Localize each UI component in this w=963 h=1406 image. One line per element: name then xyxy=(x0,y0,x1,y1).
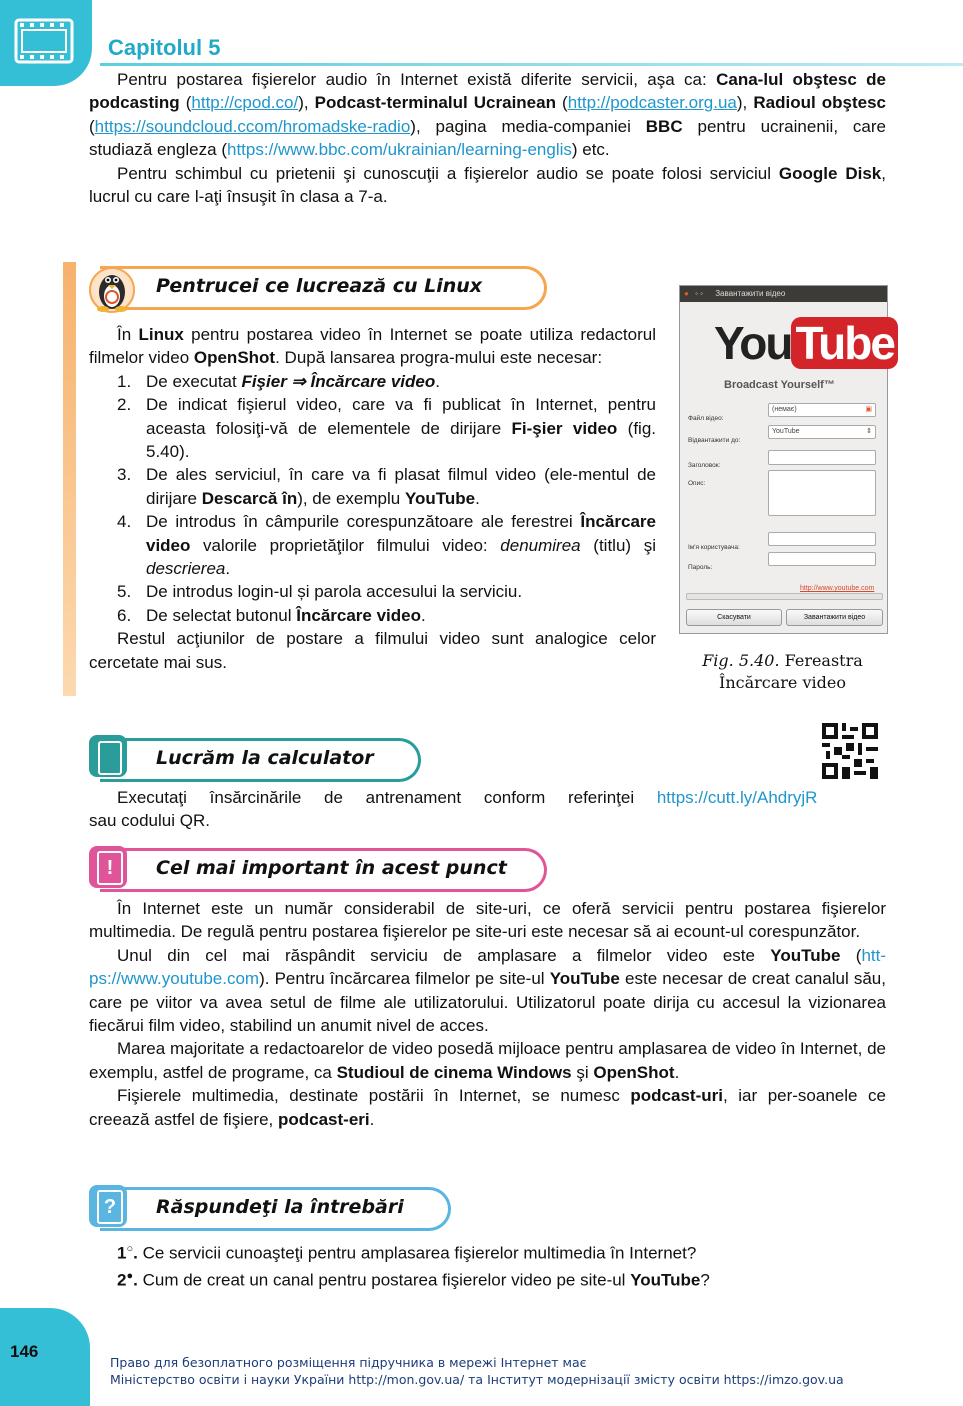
youtube-link[interactable]: http://www.youtube.com xyxy=(800,585,875,592)
link-soundcloud[interactable]: https://soundcloud.ccom/hromadske-radio xyxy=(94,116,411,136)
list-item: 6. De selectat butonul Încărcare video. xyxy=(117,605,426,625)
calc-heading-title: Lucrăm la calculator xyxy=(156,747,374,769)
file-label: Файл відео: xyxy=(688,415,724,422)
title-label: Заголовок: xyxy=(688,462,721,469)
list-item: 4. De introdus în câmpurile corespunzătoare ale ferestrei Încărcare video valorile proprietăţilor filmului video: denumirea (titlu) şi descrierea. xyxy=(117,512,656,579)
list-item: 5. De introdus login-ul și parola accesului la serviciu. xyxy=(117,582,523,602)
linux-heading xyxy=(100,266,547,310)
upload-button[interactable]: Завантажити відео xyxy=(786,609,883,626)
linux-paragraph: În Linux pentru postarea video în Internet se poate utiliza redactorul filmelor video OpenShot. După lansarea progra-mului este necesar: xyxy=(89,325,657,368)
important-paragraph-2: Unul din cel mai răspândit serviciu de amplasare a filmelor video este YouTube (htt-ps://www.youtube.com). Pentru încărcarea filmelor pe site-ul YouTube este necesar de creat canalul său, care pe viitor va avea setul de filme ale utilizatorului. Utilizatorul poate dirija cu accesul la vizionarea fiecărui film video, stabilind un anumit nivel de acces. xyxy=(89,945,886,1036)
list-item: 1○. Ce servicii cunoaşteţi pentru amplasarea fişierelor multimedia în Internet? xyxy=(117,1243,697,1263)
progress-bar xyxy=(686,593,883,600)
link-cuttly[interactable]: https://cutt.ly/AhdryjR xyxy=(656,788,818,807)
logo-tube: Tube xyxy=(791,317,897,369)
link-youtube[interactable]: htt-ps://www.youtube.com xyxy=(89,945,886,989)
header-rule xyxy=(100,63,963,66)
qr-code[interactable] xyxy=(822,723,878,779)
title-field[interactable] xyxy=(768,450,876,465)
close-icon: ● xyxy=(684,289,689,298)
question-icon: ? xyxy=(89,1185,127,1227)
important-heading-title: Cel mai important în acest punct xyxy=(156,857,507,879)
window-controls-icon: ◦ ◦ xyxy=(695,289,703,298)
calc-paragraph-end: sau codului QR. xyxy=(89,811,210,831)
list-item: 2. De indicat fişierul video, care va fi publicat în Internet, pentru aceasta folosiţi-vă de elementele de dirijare Fi-şier video (fig. 5.40). xyxy=(117,395,656,462)
important-paragraph-1: În Internet este un număr considerabil de site-uri, ce oferă servicii pentru postarea fişierelor multimedia. De regulă pentru postarea fişierelor pe site-uri este necesar să ai ecount-ul corespunzător. xyxy=(89,899,886,942)
cancel-button[interactable]: Скасувати xyxy=(686,609,782,626)
linux-steps-list xyxy=(89,370,656,627)
exclamation-icon: ! xyxy=(89,846,127,888)
youtube-logo xyxy=(714,316,898,370)
calc-body xyxy=(89,786,886,833)
window-titlebar xyxy=(680,286,887,302)
intro-paragraph-2: Pentru schimbul cu prietenii şi cunoscuţii a fişierelor audio se poate folosi serviciul Google Disk, lucrul cu care l-aţi însuşit în clasa a 7-a. xyxy=(89,163,886,207)
footer-line-1: Право для безоплатного розміщення підручника в мережі Інтернет має xyxy=(110,1355,587,1370)
logo-you: You xyxy=(714,317,792,369)
page-number: 146 xyxy=(10,1342,39,1361)
service-select[interactable]: YouTube ⇕ xyxy=(768,425,876,439)
linux-heading-title: Pentrucei ce lucrează cu Linux xyxy=(156,275,483,297)
description-field[interactable] xyxy=(768,470,876,516)
important-heading xyxy=(100,848,547,892)
chevron-updown-icon: ⇕ xyxy=(866,428,872,435)
file-chooser[interactable]: (немає) ▣ xyxy=(768,403,876,417)
password-label: Пароль: xyxy=(688,564,713,571)
important-paragraph-4: Fişierele multimedia, destinate postării în Internet, se numesc podcast-uri, iar per-soanele ce creează astfel de fişiere, podcast-eri. xyxy=(89,1086,886,1129)
list-item: 2●. Cum de creat un canal pentru postarea fişierelor video pe site-ul YouTube? xyxy=(117,1270,710,1290)
service-label: Відвантажити до: xyxy=(688,437,741,444)
questions-heading xyxy=(100,1187,451,1231)
linux-penguin-icon xyxy=(88,262,136,316)
upload-window-screenshot xyxy=(679,285,894,634)
footer-notice xyxy=(110,1354,844,1388)
tablet-icon xyxy=(89,735,127,777)
intro-section xyxy=(89,68,886,208)
chapter-title: Capitolul 5 xyxy=(108,35,221,60)
linux-sidebar xyxy=(63,262,76,696)
username-field[interactable] xyxy=(768,532,876,546)
calc-heading xyxy=(100,738,421,782)
username-label: Ім'я користувача: xyxy=(688,544,740,551)
password-field[interactable] xyxy=(768,552,876,566)
list-item: 3. De ales serviciul, în care va fi plasat filmul video (ele-mentul de dirijare Descarcă în), de exemplu YouTube. xyxy=(117,465,656,508)
questions-heading-title: Răspundeţi la întrebări xyxy=(156,1196,404,1218)
important-body xyxy=(89,897,886,1131)
linux-body xyxy=(89,323,656,674)
list-item: 1. De executat Fişier ⇒ Încărcare video. xyxy=(117,371,440,391)
intro-paragraph-1: Pentru postarea fişierelor audio în Internet există diferite servicii, aşa ca: Cana-lul obştesc de podcasting (http://cpod.co/), Podcast-terminalul Ucrainean (http://podcaster.org.ua), Radioul obştesc (https://soundcloud.ccom/hromadske-radio), pagina media-companiei BBC pentru ucrainenii, care studiază engleza (https://www.bbc.com/ukrainian/learning-englis) etc. xyxy=(89,70,887,160)
film-icon xyxy=(14,18,74,64)
youtube-tagline: Broadcast Yourself™ xyxy=(724,379,835,391)
footer-line-2: Міністерство освіти і науки України http://mon.gov.ua/ та Інститут модернізації змісту освіти https://imzo.gov.ua xyxy=(110,1372,844,1387)
questions-list xyxy=(117,1238,886,1292)
link-bbc[interactable]: https://www.bbc.com/ukrainian/learning-englis xyxy=(226,140,572,160)
description-label: Опис: xyxy=(688,480,706,487)
link-cpod[interactable]: http://cpod.co/ xyxy=(191,93,299,113)
calc-paragraph: Executaţi însărcinările de antrenament conform referinţei https://cutt.ly/AhdryjR xyxy=(117,788,818,807)
important-paragraph-3: Marea majoritate a redactoarelor de video posedă mijloace pentru amplasarea de video în Internet, de exemplu, astfel de programe, ca Studioul de cinema Windows şi OpenShot. xyxy=(89,1039,886,1082)
figure-caption: Fig. 5.40. Fereastra Încărcare video xyxy=(702,651,863,692)
window-title: Завантажити відео xyxy=(715,289,786,298)
link-podcaster[interactable]: http://podcaster.org.ua xyxy=(567,93,737,113)
linux-outro: Restul acţiunilor de postare a filmului video sunt analogice celor cercetate mai sus. xyxy=(89,629,656,672)
folder-icon: ▣ xyxy=(865,406,872,413)
